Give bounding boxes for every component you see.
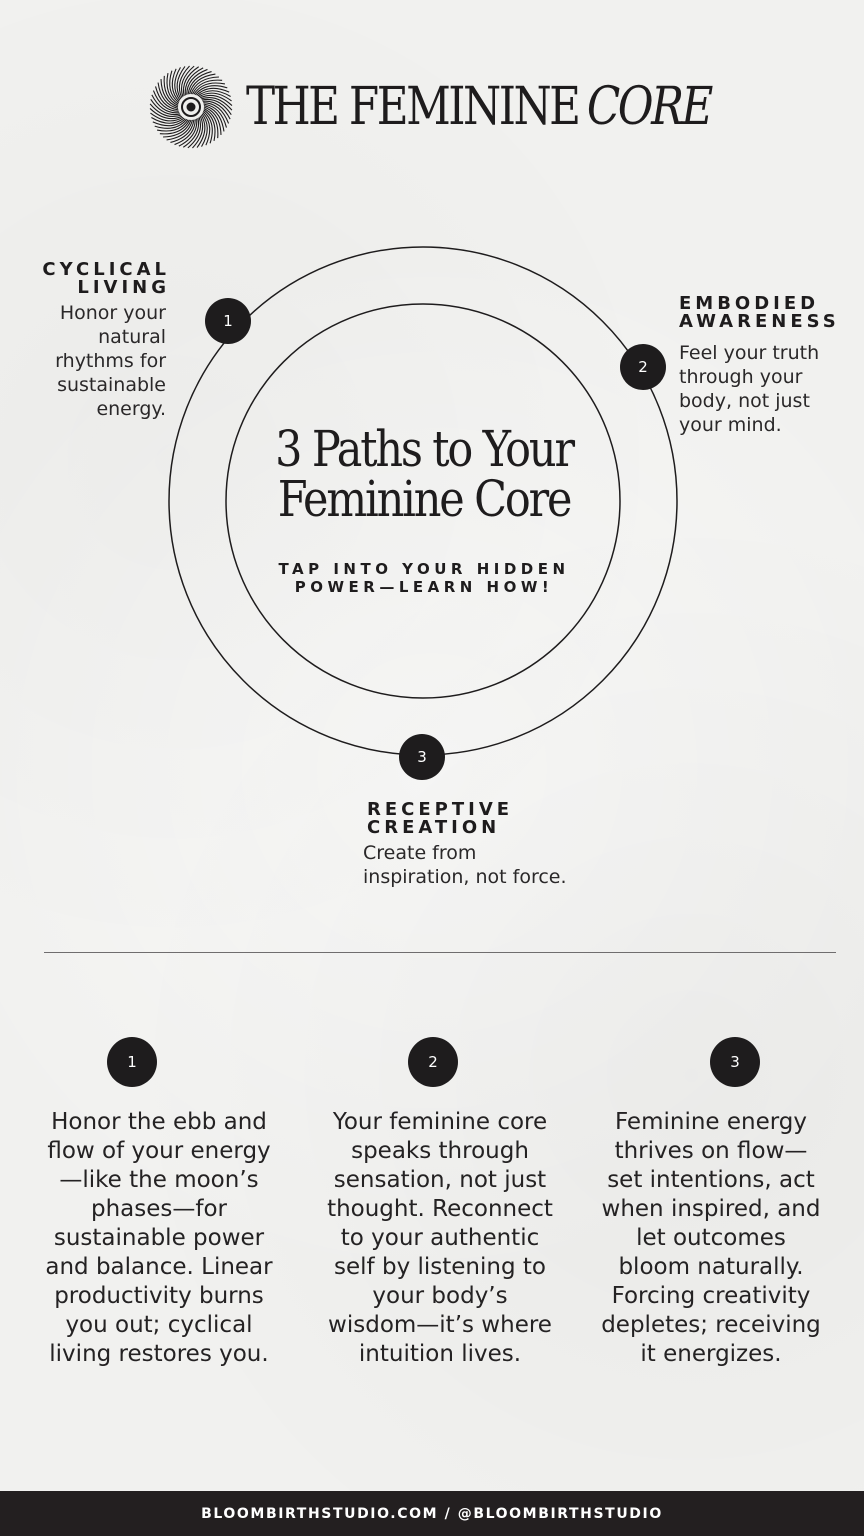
path-description-line: Feel your truth: [679, 342, 820, 364]
path-description-line: sustainable: [57, 374, 166, 396]
path-description-line: your mind.: [679, 414, 782, 436]
center-subtitle: [262, 560, 586, 596]
brand-main: THE FEMININE: [246, 77, 579, 137]
detail-badge-2: 2: [408, 1037, 458, 1087]
path-label-2: [679, 295, 840, 437]
path-description-line: inspiration, not force.: [363, 866, 567, 888]
detail-line: phases—for: [90, 1196, 227, 1222]
path-heading: [42, 261, 170, 297]
detail-line: your body’s: [372, 1283, 508, 1309]
detail-line: it energizes.: [640, 1341, 782, 1367]
path-description: [42, 301, 166, 421]
detail-line: set intentions, act: [607, 1167, 815, 1193]
brand-italic: CORE: [586, 77, 711, 137]
path-description-line: Create from: [363, 842, 477, 864]
detail-text-2: [315, 1108, 565, 1369]
path-badge-2: 2: [620, 344, 666, 390]
footer-credit[interactable]: BLOOMBIRTHSTUDIO.COM / @BLOOMBIRTHSTUDIO: [201, 1505, 663, 1522]
path-heading-line: CYCLICAL: [42, 259, 170, 280]
footer-bar: [0, 1491, 864, 1536]
path-heading: [363, 801, 567, 837]
path-description-line: body, not just: [679, 390, 810, 412]
detail-text-3: [586, 1108, 836, 1369]
detail-line: thrives on flow—: [614, 1138, 808, 1164]
detail-line: Honor the ebb and: [51, 1109, 267, 1135]
path-heading-line: RECEPTIVE: [367, 799, 514, 820]
detail-badge-1: 1: [107, 1037, 157, 1087]
detail-line: to your authentic: [340, 1225, 540, 1251]
path-description-line: rhythms for: [55, 350, 166, 372]
detail-line: bloom naturally.: [618, 1254, 804, 1280]
detail-line: thought. Reconnect: [327, 1196, 553, 1222]
detail-line: let outcomes: [636, 1225, 786, 1251]
path-heading-line: AWARENESS: [679, 311, 840, 332]
detail-line: living restores you.: [49, 1341, 269, 1367]
path-label-3: [363, 801, 567, 889]
path-heading-line: LIVING: [77, 277, 170, 298]
detail-line: sustainable power: [53, 1225, 265, 1251]
detail-line: Your feminine core: [332, 1109, 548, 1135]
path-description-line: natural: [98, 326, 166, 348]
path-label-1: [42, 259, 170, 421]
detail-line: —like the moon’s: [59, 1167, 259, 1193]
detail-text-1: [34, 1108, 284, 1369]
path-description-line: through your: [679, 366, 803, 388]
detail-line: wisdom—it’s where: [328, 1312, 552, 1338]
detail-line: speaks through: [351, 1138, 529, 1164]
path-badge-3: 3: [399, 734, 445, 780]
detail-line: you out; cyclical: [65, 1312, 253, 1338]
detail-badge-3: 3: [710, 1037, 760, 1087]
detail-line: intuition lives.: [358, 1341, 522, 1367]
path-description: [363, 841, 567, 889]
detail-line: self by listening to: [334, 1254, 546, 1280]
path-description: [679, 341, 840, 437]
detail-line: productivity burns: [54, 1283, 264, 1309]
path-description-line: Honor your: [59, 302, 166, 324]
detail-line: depletes; receiving: [601, 1312, 821, 1338]
detail-line: flow of your energy: [47, 1138, 271, 1164]
detail-line: sensation, not just: [333, 1167, 547, 1193]
path-badge-1: 1: [205, 298, 251, 344]
center-subtitle-line: TAP INTO YOUR HIDDEN: [278, 560, 570, 578]
detail-line: Feminine energy: [614, 1109, 808, 1135]
center-subtitle-line: POWER—LEARN HOW!: [294, 578, 554, 596]
center-title-line: 3 Paths to Your: [275, 420, 573, 478]
center-title-line: Feminine Core: [277, 470, 571, 528]
detail-line: when inspired, and: [601, 1196, 821, 1222]
detail-line: Forcing creativity: [611, 1283, 811, 1309]
path-heading-line: EMBODIED: [679, 293, 820, 314]
detail-line: and balance. Linear: [45, 1254, 273, 1280]
section-divider: [44, 952, 836, 953]
path-description-line: energy.: [96, 398, 166, 420]
center-title: [252, 420, 596, 528]
path-heading-line: CREATION: [367, 817, 501, 838]
path-heading: [679, 295, 840, 331]
